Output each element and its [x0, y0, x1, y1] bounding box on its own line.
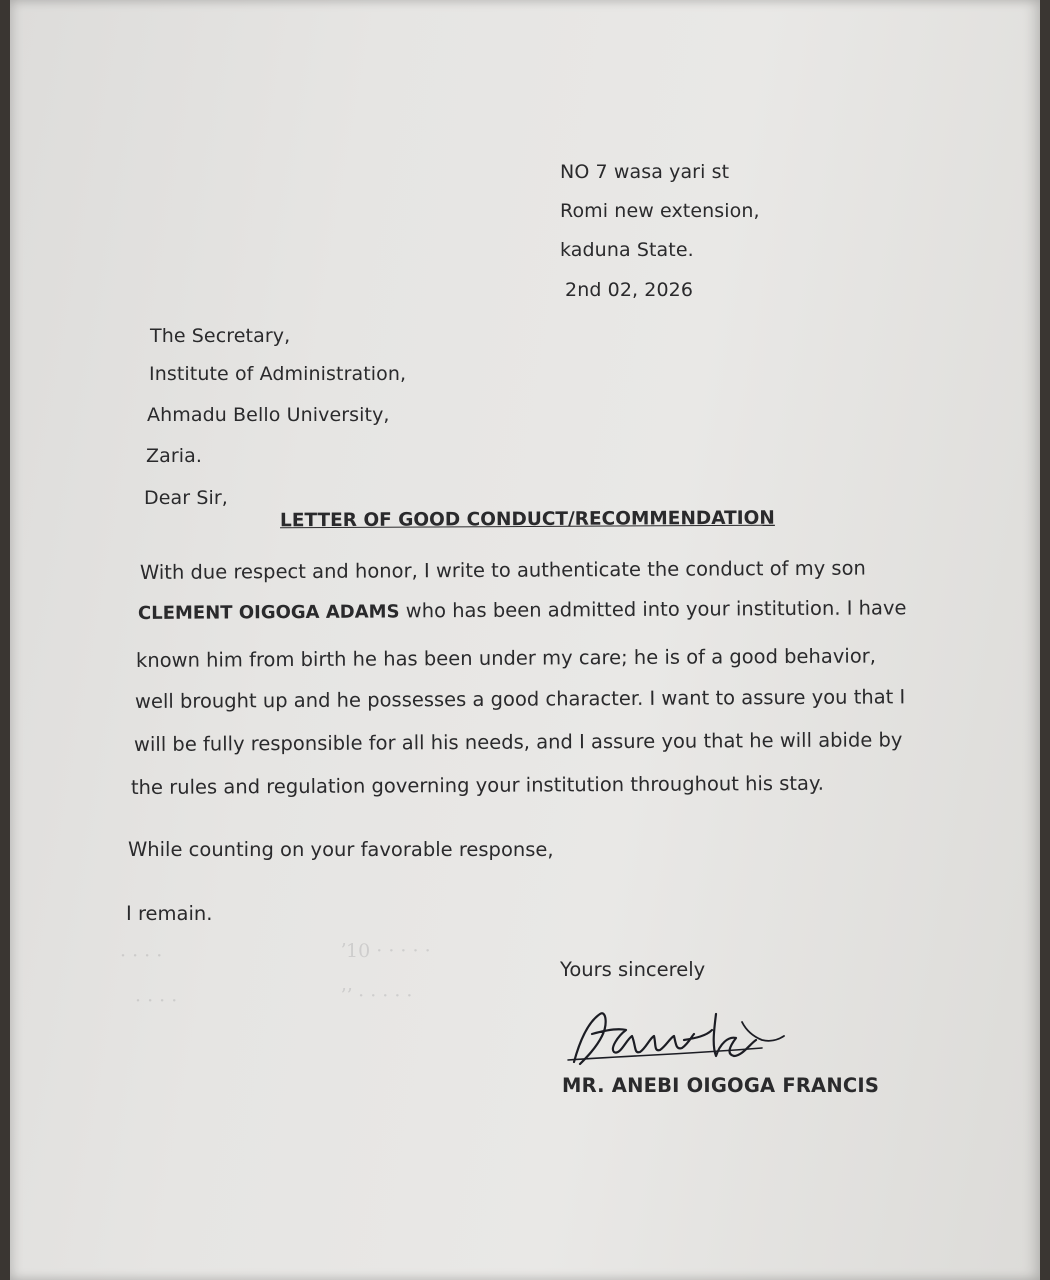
body-line: With due respect and honor, I write to authenticate the conduct of my son	[139, 556, 866, 584]
salutation: Dear Sir,	[144, 487, 228, 509]
recipient-line: Institute of Administration,	[149, 363, 407, 385]
signature-image	[566, 1000, 866, 1080]
bleed-through-mark: ʼ10 · · · · ·	[340, 940, 431, 962]
son-name: CLEMENT OIGOGA ADAMS	[137, 601, 400, 624]
body-line: the rules and regulation governing your institution throughout his stay.	[130, 771, 824, 799]
letter-page	[10, 0, 1040, 1280]
letter-date: 2nd 02, 2026	[565, 279, 694, 301]
sender-address-line: kaduna State.	[560, 239, 694, 261]
bleed-through-mark: · · · ·	[120, 945, 163, 967]
recipient-line: The Secretary,	[150, 325, 291, 347]
body-line: well brought up and he possesses a good character. I want to assure you that I	[134, 685, 906, 713]
letter-heading: LETTER OF GOOD CONDUCT/RECOMMENDATION	[279, 507, 775, 532]
body-line-text: who has been admitted into your institution. I have	[399, 596, 907, 623]
body-line	[138, 596, 907, 626]
signer-name: MR. ANEBI OIGOGA FRANCIS	[562, 1074, 880, 1097]
body-line: known him from birth he has been under my care; he is of a good behavior,	[135, 644, 877, 672]
sender-address-line: Romi new extension,	[560, 200, 760, 222]
bleed-through-mark: · · · ·	[135, 990, 178, 1012]
body-line: will be fully responsible for all his needs, and I assure you that he will abide by	[133, 728, 903, 756]
recipient-line: Zaria.	[146, 445, 203, 467]
bleed-through-mark: ʼʼ · · · · ·	[340, 985, 413, 1007]
valediction: Yours sincerely	[560, 958, 706, 981]
recipient-line: Ahmadu Bello University,	[147, 404, 390, 426]
closing-line: While counting on your favorable response,	[128, 838, 554, 861]
sender-address-line: NO 7 wasa yari st	[560, 161, 730, 183]
remain-line: I remain.	[126, 902, 213, 925]
